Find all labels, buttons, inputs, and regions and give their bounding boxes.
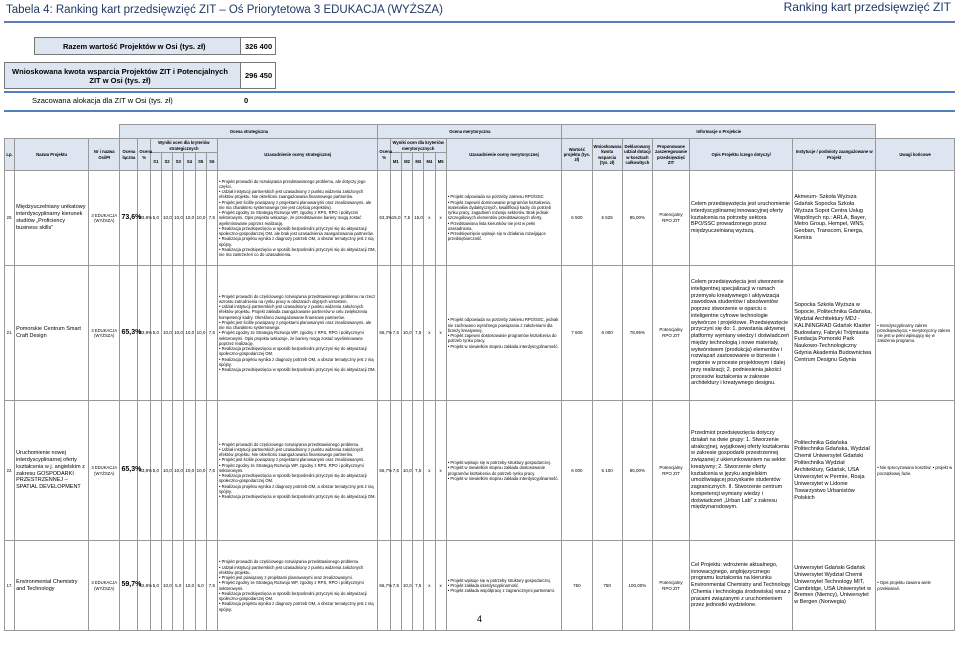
row-description: Przedmiot przedsięwzięcia dotyczy działań na dwie grupy: 1. Stworzenie atrakcyjnej, wyjątkowej oferty kształcenia w zakresie gospodarki przestrzennej związanej z ukierunkowaniem na sektor kreatywny; 2. Stworzenie oferty kształcenia w języku angielskim umożliwiającej pozyskanie studentów zagranicznych. II. Stworzenie centrum kompetencji wymiany wiedzy i doświadczeń „Urban Lab” z zakresu międzynarodowym. bbox=[690, 401, 793, 541]
summary-total-box bbox=[34, 37, 276, 55]
row-m5-score: x bbox=[435, 401, 446, 541]
row-m5-score: x bbox=[435, 541, 446, 631]
row-substantive-pct: 66,7% bbox=[378, 401, 390, 541]
row-s6-score: 7,5 bbox=[206, 401, 217, 541]
row-share: 100,00% bbox=[622, 541, 652, 631]
row-substantive-justification: • Projekt wpisuje się w potrzeby struktury gospodarczej. • Projekt zakłada interdyscyplinarność. • Projekt zakłada współpracę z zagranicznymi partnerami. bbox=[446, 541, 562, 631]
row-value: 7 600 bbox=[562, 266, 592, 401]
row-m3-score: 7,5 bbox=[413, 266, 424, 401]
row-substantive-justification: • Projekt odpowiada na potrzeby zakresu RPO/SSC, jednak nie zachowano wyraźnego powiązania z założeniami dla branży kreatywnej. • Projekt zapewni dostosowanie programów kształcenia do potrzeb rynku pracy. • Projekt w niewielkim stopniu zakłada interdyscyplinarność. bbox=[446, 266, 562, 401]
summary-requested-label: Wnioskowana kwota wsparcia Projektów ZIT i Potencjalnych ZIT w Osi (tys. zł) bbox=[12, 66, 228, 85]
page-title: Tabela 4: Ranking kart przedsięwzięć ZIT – Oś Priorytetowa 3 EDUKACJA (WYŻSZA) bbox=[6, 4, 443, 16]
row-project-name: Pomorskie Centrum Smart Craft Design bbox=[15, 266, 89, 401]
row-s2-score: 10,0 bbox=[161, 401, 172, 541]
group-header-strategic: Ocena strategiczna bbox=[120, 125, 378, 139]
row-share: 85,00% bbox=[622, 171, 652, 266]
row-s5-score: 5,0 bbox=[195, 541, 206, 631]
row-remarks: • Nie sprecyzowano kosztów; • projekt w początkowej fazie. bbox=[876, 401, 955, 541]
row-s3-score: 10,0 bbox=[173, 171, 184, 266]
row-m2-score: 10,0 bbox=[401, 266, 412, 401]
row-s1-score: 5,0 bbox=[150, 266, 161, 401]
row-m4-score: x bbox=[424, 266, 435, 401]
row-m3-score: 15,0 bbox=[413, 171, 424, 266]
row-s2-score: 10,0 bbox=[161, 541, 172, 631]
row-m1-score: 7,5 bbox=[390, 266, 401, 401]
summary-divider bbox=[4, 91, 955, 93]
table-row bbox=[5, 266, 955, 401]
summary-requested-box bbox=[4, 62, 276, 89]
col-s4: S4 bbox=[184, 153, 195, 171]
col-value: Wartość projektu (tys. zł) bbox=[562, 139, 592, 171]
col-strategic-justification: Uzasadnienie oceny strategicznej bbox=[217, 139, 377, 171]
row-total-score: 59,7% bbox=[120, 541, 138, 631]
row-axis: 3 EDUKACJA (WYŻSZA) bbox=[89, 541, 120, 631]
row-project-name: Environmental Chemistry and Technology bbox=[15, 541, 89, 631]
row-requested: 5 525 bbox=[592, 171, 622, 266]
row-project-name: Międzyuczelniany unikatowy interdyscyplinarny kierunek studiów „Proficiency business skills” bbox=[15, 171, 89, 266]
col-lp: Lp. bbox=[5, 139, 15, 171]
row-s6-score: 7,5 bbox=[206, 171, 217, 266]
row-lp: 20. bbox=[5, 171, 15, 266]
group-header-substantive: Ocena merytoryczna bbox=[378, 125, 562, 139]
ranking-table bbox=[4, 124, 955, 631]
row-description: Celem przedsięwzięcia jest utworzenie inteligentnej specjalizacji w ramach przemysłu kreatywnego i aktywizacja zawodowa studentów i absolwentów poprzez stworzenie w oparciu o inteligentne cyfrowe technologie wytwórcze i projektowe. Przedsięwzięcie przyczyni się do: 1. powstania aktywnej platformy wymiany wiedzy i doświadczeń między technologią i nowe materiały, wytwórstwem (produkcja) elementów i rozwiązań zastosowanie w biznesie i regionie w procesie projektowym i dalej przy realizacji; 2. podniesienia jakości procesów kształcenia w zakresie architektury i kreatywnego designu. bbox=[690, 266, 793, 401]
row-s6-score: 7,5 bbox=[206, 266, 217, 401]
row-s4-score: 10,0 bbox=[184, 541, 195, 631]
table-row bbox=[5, 171, 955, 266]
col-s3: S3 bbox=[173, 153, 184, 171]
row-s3-score: 5,0 bbox=[173, 541, 184, 631]
row-axis: 3 EDUKACJA (WYŻSZA) bbox=[89, 401, 120, 541]
row-s4-score: 10,0 bbox=[184, 401, 195, 541]
col-s6: S6 bbox=[206, 153, 217, 171]
row-strategic-pct: 83,8% bbox=[138, 171, 150, 266]
row-strategic-justification: • Projekt prowadzi do częściowego rozwiązania przedstawionego problemu. • Udział instytucji partnerskich jest uzasadniony z punktu widzenia założonych efektów projektu. • Projekt jest powiązany z projektami planowanymi oraz zrealizowanymi. • Projekt zgodny ze Strategią Rozwoju WP, zgodny z RPS, RPO i politycznymi sektorowymi. • Realizacja przedsięwzięcia w sposób bezpośredni przyczyni się do aktywizacji społeczno-gospodarczej OM. • Realizacja projektu wynika z diagnozy potrzeb OM, a obszar tematyczny jest z nią spójny. bbox=[217, 541, 377, 631]
row-share: 78,95% bbox=[622, 266, 652, 401]
row-requested: 750 bbox=[592, 541, 622, 631]
col-description: Opis Projektu /czego dotyczy/ bbox=[690, 139, 793, 171]
row-s1-score: 5,0 bbox=[150, 171, 161, 266]
row-m3-score: 7,5 bbox=[413, 401, 424, 541]
col-s1: S1 bbox=[150, 153, 161, 171]
row-axis: 3 EDUKACJA (WYŻSZA) bbox=[89, 266, 120, 401]
summary-total-label: Razem wartość Projektów w Osi (tys. zł) bbox=[63, 41, 206, 51]
col-s5: S5 bbox=[195, 153, 206, 171]
group-header-info: Informacje o Projekcie bbox=[562, 125, 876, 139]
col-share: Deklarowany udział dotacji w kosztach całkowitych bbox=[622, 139, 652, 171]
row-strategic-pct: 83,8% bbox=[138, 401, 150, 541]
row-m3-score: 7,5 bbox=[413, 541, 424, 631]
row-remarks: • Interdyscyplinarny zakres przedsięwzięcia; • merytoryczny zakres nie jest w pełni wpisujący się w założenia programu. bbox=[876, 266, 955, 401]
col-institutions: Instytucje / podmioty zaangażowane w Projekt bbox=[793, 139, 876, 171]
row-requested: 5 100 bbox=[592, 401, 622, 541]
row-total-score: 73,6% bbox=[120, 171, 138, 266]
col-m1: M1 bbox=[390, 153, 401, 171]
summary-divider-bottom bbox=[4, 110, 955, 112]
row-s1-score: 5,0 bbox=[150, 401, 161, 541]
row-project-name: Uruchomienie nowej interdyscyplinarnej oferty kształcenia w j. angielskim z zakresu GOSPODARKI PRZESTRZENNEJ – SPATIAL DEVELOPMENT bbox=[15, 401, 89, 541]
col-requested: Wnioskowana kwota wsparcia (tys. zł) bbox=[592, 139, 622, 171]
summary-total-value: 326 400 bbox=[240, 38, 275, 54]
row-s2-score: 10,0 bbox=[161, 171, 172, 266]
col-substantive-results: Wyniki ocen dla kryteriów merytorycznych bbox=[390, 139, 446, 153]
header-right-title: Ranking kart przedsięwzięć ZIT bbox=[783, 0, 951, 14]
row-total-score: 65,3% bbox=[120, 401, 138, 541]
row-m2-score: 10,0 bbox=[401, 541, 412, 631]
row-strategic-justification: • Projekt prowadzi do rozwiązania przedstawionego problemu, ale dotyczy jego części. • Udział instytucji partnerskich jest uzasadniony z punktu widzenia założonych efektów projektu. Nie określono zaangażowania finansowego partnerów. • Projekt jest ściśle powiązany z projektami planowanymi oraz zrealizowanymi, ale nie ma charakteru systemowego (nie jest częścią projektów). • Projekt zgodny ze Strategią Rozwoju WP, zgodny z RPS, RPO i polityczni sektorowymi. Opis projektu wskazuje, że przedstawione bariery mogą zostać wyeliminowane poprzez realizację. • Realizacja przedsięwzięcia w sposób bezpośredni przyczyni się do aktywizacji społeczno-gospodarczej OM, ale brak jest uzasadnienia zaangażowania partnerów. • Realizacja projektu wynika z diagnozy potrzeb OM, a obszar tematyczny jest z nią spójny. • Realizacja przedsięwzięcia w sposób bezpośredni przyczyni się do aktywizacji OM, nie ma zastrzeżeń co do uzasadnienia. bbox=[217, 171, 377, 266]
row-value: 6 000 bbox=[562, 401, 592, 541]
row-classification: Potencjalny RPO ZIT bbox=[653, 541, 690, 631]
row-lp: 21. bbox=[5, 266, 15, 401]
col-substantive-pct: Ocena % bbox=[378, 139, 390, 171]
row-institutions: Sopocka Szkoła Wyższa w Sopocie, Politechnika Gdańska, Wydział Architektury MDJ - KALININGRAD Gdańsk Klaster Budowlany, Fabryki Trójmiasta Fundacja Pomorski Park Naukowo-Technologiczny Gdynia Akademia Budownictwa Centrum Designu Gdynia bbox=[793, 266, 876, 401]
row-s5-score: 10,0 bbox=[195, 266, 206, 401]
row-s2-score: 10,0 bbox=[161, 266, 172, 401]
col-strategic-results: Wyniki ocen dla kryteriów strategicznych bbox=[150, 139, 217, 153]
row-substantive-pct: 63,3% bbox=[378, 171, 390, 266]
row-m1-score: 7,5 bbox=[390, 541, 401, 631]
row-strategic-justification: • Projekt prowadzi do częściowego rozwiązania przedstawionego problemu. • Udział instytucji partnerskich jest uzasadniony z punktu widzenia założonych efektów projektu. Nie określono zaangażowania finansowego partnerów. • Projekt jest ściśle powiązany z projektami planowanymi oraz zrealizowanymi. • Projekt zgodny ze Strategią Rozwoju WP, zgodny z RPS, RPO i politycznymi sektorowymi. • Realizacja przedsięwzięcia w sposób bezpośredni przyczyni się do aktywizacji społeczno-gospodarczej OM. • Realizacja projektu wynika z diagnozy potrzeb OM, a obszar tematyczny jest z nią spójny. • Realizacja przedsięwzięcia w sposób bezpośredni przyczyni się do aktywizacji OM. bbox=[217, 401, 377, 541]
page-number: 4 bbox=[476, 614, 482, 624]
col-name: Nazwa Projektu bbox=[15, 139, 89, 171]
row-m4-score: x bbox=[424, 401, 435, 541]
row-m1-score: 7,5 bbox=[390, 401, 401, 541]
row-remarks: • Opis projektu zawiera wiele przekłamań. bbox=[876, 541, 955, 631]
col-m4: M4 bbox=[424, 153, 435, 171]
row-s3-score: 10,0 bbox=[173, 266, 184, 401]
col-s2: S2 bbox=[161, 153, 172, 171]
header-rule bbox=[4, 21, 955, 23]
row-m4-score: x bbox=[424, 171, 435, 266]
row-total-score: 65,3% bbox=[120, 266, 138, 401]
row-institutions: Politechnika Gdańska Politechnika Gdańska, Wydział Chemii Uniwersytet Gdański Politechnika Wydział Architektury, Gdańsk, USA Uniwersytet w Permie, Rosja Uniwersytet w Lidonie Towarzystwo Urbanistów Polskich bbox=[793, 401, 876, 541]
row-m4-score: x bbox=[424, 541, 435, 631]
row-institutions: Uniwersytet Gdański Gdańsk Uniwersytet Wydział Chemii Uniwersytet Technology MIT, Cambridge, USA Uniwersytet w Bremen (Niemcy), Uniwersytet w Bergen (Norwegia) bbox=[793, 541, 876, 631]
row-s1-score: 5,0 bbox=[150, 541, 161, 631]
row-strategic-pct: 52,8% bbox=[138, 541, 150, 631]
row-s5-score: 10,0 bbox=[195, 171, 206, 266]
row-m5-score: x bbox=[435, 266, 446, 401]
row-lp: 22. bbox=[5, 401, 15, 541]
summary-allocation-value: 0 bbox=[240, 94, 274, 107]
col-m5: M5 bbox=[435, 153, 446, 171]
row-axis: 3 EDUKACJA (WYŻSZA) bbox=[89, 171, 120, 266]
row-strategic-justification: • Projekt prowadzi do częściowego rozwiązania przedstawionego problemu na rzecz wzrostu zatrudnienia na rynku pracy w obszarach objętych wzrostem. • Udział instytucji partnerskich jest uzasadniony z punktu widzenia założonych efektów projektu. Projekt zakłada zaangażowanie partnerów w celu zwiększenia kompetencji kadry. Określono zaangażowanie finansowe partnerów. • Projekt jest ściśle powiązany z projektami planowanymi oraz zrealizowanymi, ale nie ma charakteru systemowego. • Projekt zgodny ze Strategią Rozwoju WP, zgodny z RPS, RPO i politycznymi sektorowymi. Opis projektu wskazuje, że bariery mogą zostać wyeliminowane poprzez realizację. • Realizacja przedsięwzięcia w sposób bezpośredni przyczyni się do aktywizacji społeczno-gospodarczej OM. • Realizacja projektu wynika z diagnozy potrzeb OM, a obszar tematyczny jest z nią spójny. • Realizacja przedsięwzięcia w sposób bezpośredni przyczyni się do aktywizacji OM. bbox=[217, 266, 377, 401]
col-axis: Nr i nazwa Osi/PI bbox=[89, 139, 120, 171]
row-s5-score: 10,0 bbox=[195, 401, 206, 541]
row-classification: Potencjalny RPO ZIT bbox=[653, 266, 690, 401]
row-description: Celem przedsięwzięcia jest uruchomienie interdyscyplinarnej innowacyjnej oferty kształcenia na potrzeby sektora BPO/SSC prowadzonego przez międzyuczelnianą wyższą. bbox=[690, 171, 793, 266]
row-m2-score: 7,5 bbox=[401, 171, 412, 266]
col-classification: Proponowane zaszeregowanie przedsięwzięć ZIT bbox=[653, 139, 690, 171]
summary-allocation-label: Szacowana alokacja dla ZIT w Osi (tys. zł) bbox=[32, 96, 173, 105]
col-m2: M2 bbox=[401, 153, 412, 171]
row-value: 6 500 bbox=[562, 171, 592, 266]
row-requested: 6 000 bbox=[592, 266, 622, 401]
row-m5-score: x bbox=[435, 171, 446, 266]
summary-requested-value: 296 450 bbox=[240, 63, 275, 88]
row-substantive-pct: 66,7% bbox=[378, 541, 390, 631]
row-strategic-pct: 83,8% bbox=[138, 266, 150, 401]
col-substantive-justification: Uzasadnienie oceny merytorycznej bbox=[446, 139, 562, 171]
table-row bbox=[5, 401, 955, 541]
row-description: Cel Projektu: wdrożenie aktualnego, innowacyjnego, anglojęzycznego programu kształcenia na kierunku Environmental Chemistry and Technology (Chemia i technologia środowiska) wraz z pracami związanymi z uruchomieniem przez jednostki wydzielone. bbox=[690, 541, 793, 631]
row-value: 750 bbox=[562, 541, 592, 631]
col-total-score: Ocena łączna bbox=[120, 139, 138, 171]
row-remarks bbox=[876, 171, 955, 266]
summary-allocation-box bbox=[4, 94, 274, 107]
col-strategic-pct: Ocena % bbox=[138, 139, 150, 171]
col-m3: M3 bbox=[413, 153, 424, 171]
row-substantive-pct: 66,7% bbox=[378, 266, 390, 401]
row-classification: Potencjalny RPO ZIT bbox=[653, 171, 690, 266]
row-substantive-justification: • Projekt wpisuje się w potrzeby struktury gospodarczej. • Projekt w niewielkim stopniu zakłada dostosowanie programów kształcenia do potrzeb rynku pracy. • Projekt w niewielkim stopniu zakłada interdyscyplinarność. bbox=[446, 401, 562, 541]
row-s4-score: 10,0 bbox=[184, 171, 195, 266]
row-m2-score: 10,0 bbox=[401, 401, 412, 541]
row-classification: Potencjalny RPO ZIT bbox=[653, 401, 690, 541]
row-m1-score: 15,0 bbox=[390, 171, 401, 266]
row-institutions: Akmeum- Szkoła Wyższa Gdańsk Sopocka Szkoła Wyższa Sopot Centra Usług Wspólnych np.: ARLA, Bayer, Metro Group, Hempel, WNS, Geoban, Transcom, Energa, Kemira bbox=[793, 171, 876, 266]
col-remarks: Uwagi końcowe bbox=[876, 139, 955, 171]
row-substantive-justification: • Projekt odpowiada na potrzeby zakresu RPO/SSC • Projekt zapewni dominowanie programów kształcenia, materiałów dydaktycznych, kwalifikacji kadry do potrzeb rynku pracy, zagadnień rozwoju sektorów. Brak jednak szczegółowych elementów przedstawionych oferty. • Przedstawiona lista kierunków nie jest w pełni uzasadniona. • Przedsięwzięcie wpisuje się w działania rozwijające przedsiębiorczość. bbox=[446, 171, 562, 266]
row-share: 85,00% bbox=[622, 401, 652, 541]
row-s4-score: 10,0 bbox=[184, 266, 195, 401]
row-s6-score: 7,5 bbox=[206, 541, 217, 631]
row-s3-score: 10,0 bbox=[173, 401, 184, 541]
row-lp: 17. bbox=[5, 541, 15, 631]
